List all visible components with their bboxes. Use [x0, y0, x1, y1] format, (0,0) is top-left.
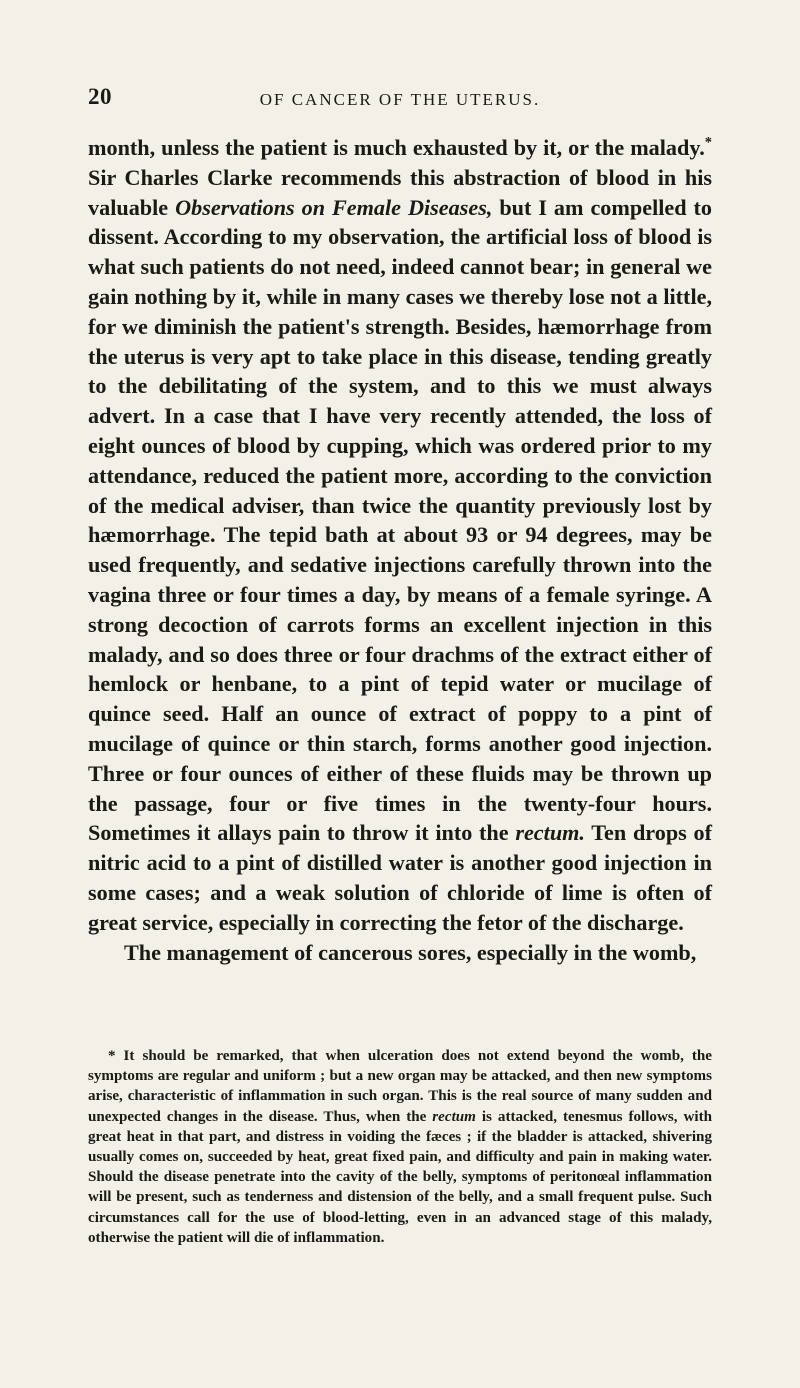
paragraph-1-text-c: but I am compelled to dissent. According to my observation, the artificial loss of blood is what such patients do not need, indeed cannot bear; in general we gain nothing by it, while in many cases we thereby lose not a little, for we diminish the patient's strength. Besides, hæmorrhage from the uterus is very apt to take place in this disease, tending greatly to the debilitating of the system, and to this we must always advert. In a case that I have very recently attended, the loss of eight ounces of blood by cupping, which was ordered prior to my attendance, reduced the patient more, according to the conviction of the medical adviser, than twice the quantity previously lost by hæmorrhage. The tepid bath at about 93 or 94 degrees, may be used frequently, and sedative injections carefully thrown into the vagina three or four times a day, by means of a female syringe. A strong decoction of carrots forms an excellent injection in this malady, and so does three or four drachms of the extract either of hemlock or henbane, to a pint of tepid water or mucilage of quince seed. Half an ounce of extract of poppy to a pint of mucilage of quince or thin starch, forms another good injection. Three or four ounces of either of these fluids may be thrown up the passage, four or five times in the twenty-four hours. Sometimes it allays pain to throw it into the	[88, 194, 713, 846]
paragraph-1-text-a: month, unless the patient is much exhausted by it, or the malady.	[88, 135, 705, 160]
cited-work-title: Observations on Female Diseases,	[175, 194, 493, 220]
footnote-italic-rectum: rectum	[432, 1108, 476, 1125]
paragraph-1-text-b: Sir Charles Clarke recommends this abstraction of blood in his valuable	[88, 164, 712, 220]
footnote-mark: *	[108, 1048, 116, 1064]
main-text	[88, 133, 712, 967]
running-head: OF CANCER OF THE UTERUS.	[259, 90, 541, 109]
italic-term-rectum: rectum.	[515, 820, 585, 846]
footnote	[88, 1046, 712, 1248]
paragraph-1	[88, 133, 712, 938]
paragraph-2: The management of cancerous sores, especially in the womb,	[124, 939, 697, 965]
page-number: 20	[88, 84, 112, 109]
footnote-text	[88, 1046, 712, 1248]
footnote-text-b: is attacked, tenesmus follows, with great heat in that part, and distress in voiding the fæces ; if the bladder is attacked, shivering usually comes on, succeeded by heat, great fixed pain, and difficulty and pain in making water. Should the disease penetrate into the cavity of the belly, symptoms of peritonœal inflammation will be present, such as tenderness and distension of the belly, and a small frequent pulse. Such circumstances call for the use of blood-letting, even in an advanced stage of this malady, otherwise the patient will die of inflammation.	[88, 1108, 712, 1246]
paragraph-1-text-d: Ten drops of nitric acid to a pint of distilled water is another good injection in some cases; and a weak solution of chloride of lime is often of great service, especially in correcting the fetor of the discharge.	[88, 820, 712, 935]
footnote-reference: *	[704, 134, 712, 151]
footnote-text-a: It should be remarked, that when ulceration does not extend beyond the womb, the symptoms are regular and uniform ; but a new organ may be attacked, and then new symptoms arise, characteristic of inflammation in such organ. This is the real source of many sudden and unexpected changes in the disease. Thus, when the	[88, 1048, 712, 1125]
